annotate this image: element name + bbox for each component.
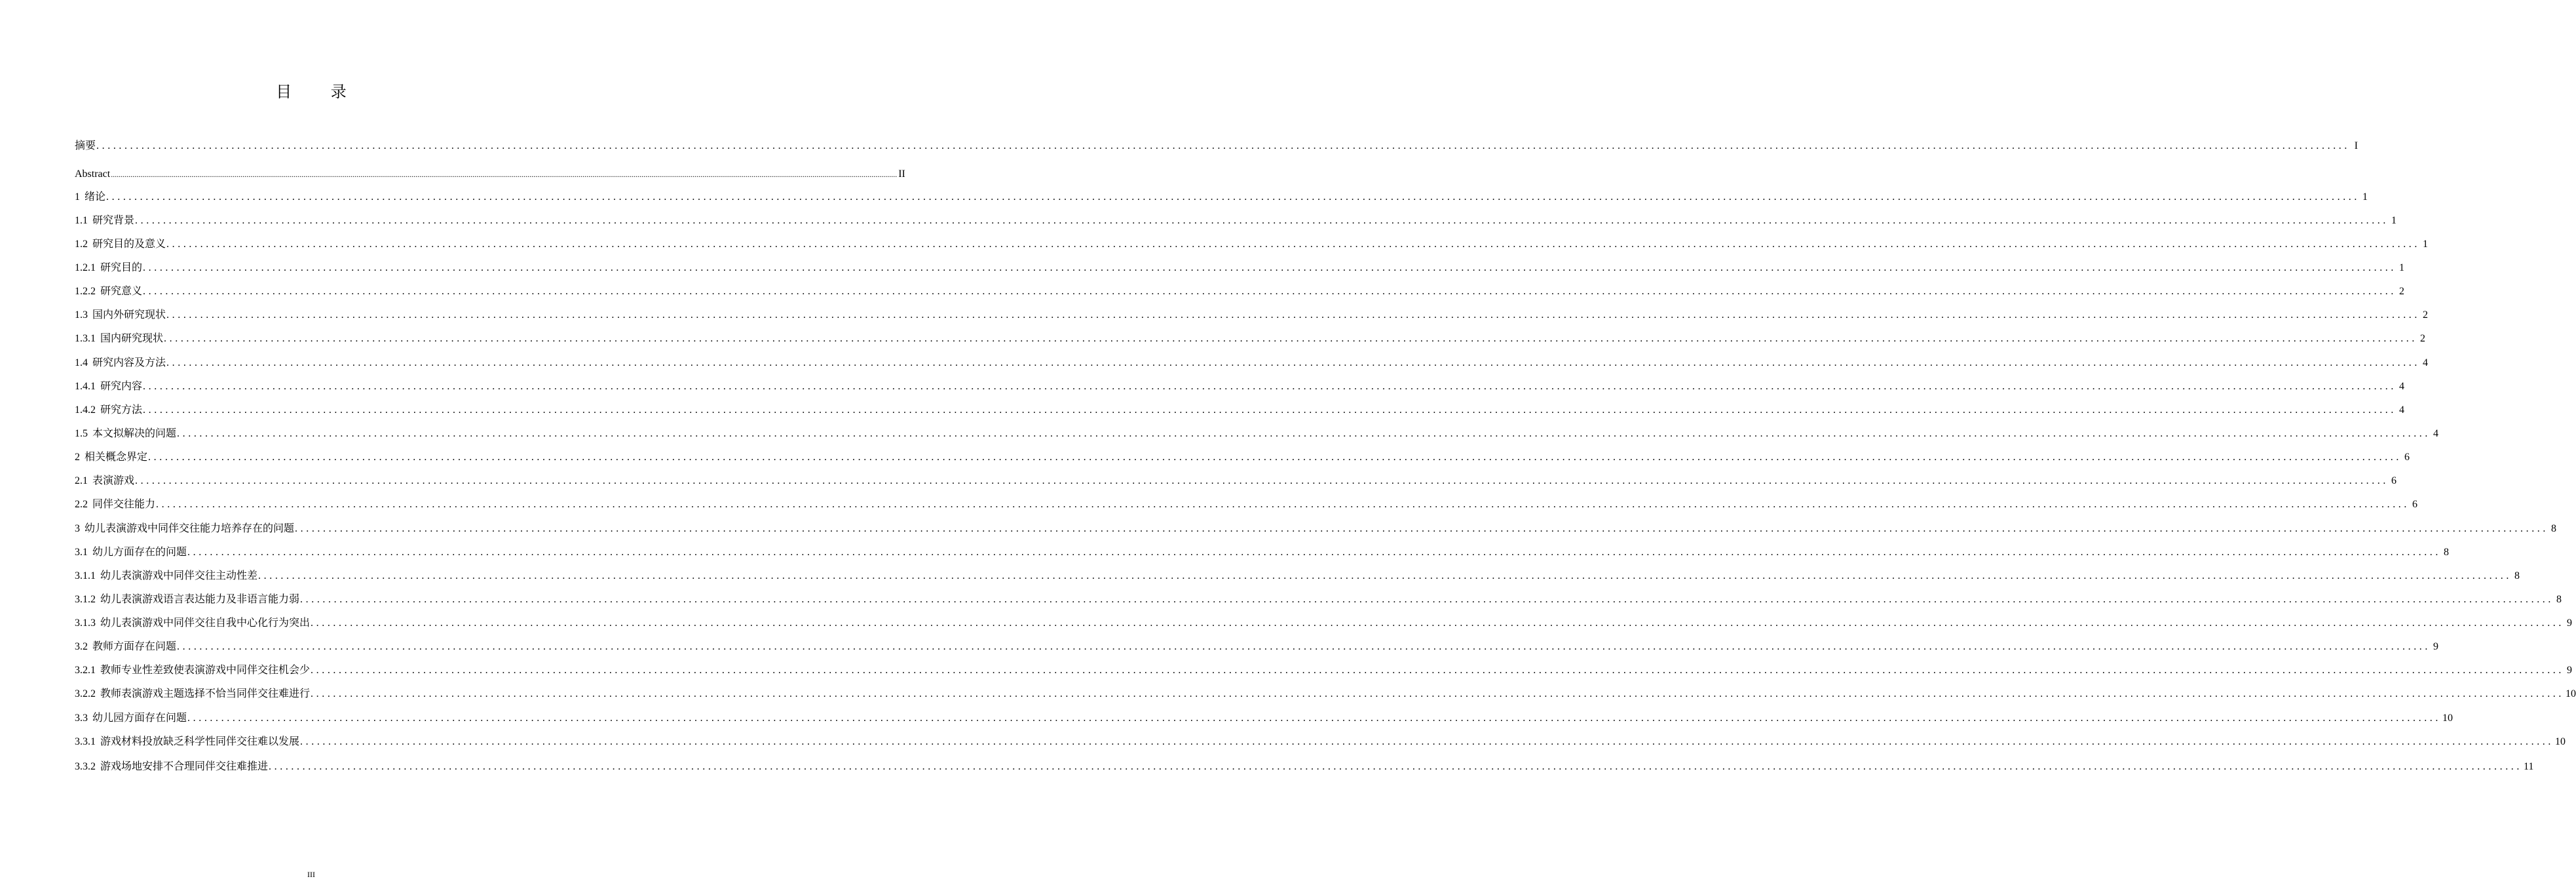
toc-entry-label bbox=[75, 189, 105, 205]
toc-entry[interactable] bbox=[75, 662, 2573, 678]
toc-entry-label bbox=[75, 591, 299, 608]
toc-dot-leader: ................................................................................................................................................................................................................................................................................................................................................................................................................ bbox=[166, 357, 2421, 368]
toc-entry-text: 研究方法 bbox=[100, 403, 143, 416]
toc-entry-page: 8 bbox=[2556, 594, 2562, 605]
toc-entry-page: 10 bbox=[2566, 688, 2576, 699]
toc-entry-text: 教师表演游戏主题选择不恰当同伴交往难进行 bbox=[100, 687, 311, 699]
toc-entry-text: 幼儿方面存在的问题 bbox=[92, 545, 187, 558]
toc-entry-label bbox=[75, 355, 166, 371]
toc-entry-page: 4 bbox=[2399, 381, 2405, 392]
toc-entry[interactable] bbox=[75, 544, 2450, 560]
toc-entry[interactable] bbox=[75, 212, 2397, 228]
toc-entry-text: 研究目的 bbox=[100, 261, 143, 273]
toc-entry-page: 2 bbox=[2399, 286, 2405, 297]
toc-entry-number: 3.3.2 bbox=[75, 761, 96, 772]
toc-entry[interactable] bbox=[75, 758, 2534, 774]
toc-dot-leader: ................................................................................................................................................................................................................................................................................................................................................................................................................ bbox=[156, 499, 2410, 510]
toc-dot-leader: ................................................................................................................................................................................................................................................................................................................................................................................................................ bbox=[300, 594, 2554, 605]
toc-entry-number: 1.2.2 bbox=[75, 286, 96, 297]
toc-entry[interactable] bbox=[75, 638, 2439, 654]
toc-entry-number: 3.1.1 bbox=[75, 570, 96, 581]
toc-entry-page: 6 bbox=[2391, 475, 2397, 486]
toc-entry-label bbox=[75, 212, 134, 229]
toc-entry-number: 3.3.1 bbox=[75, 736, 96, 747]
toc-entry-label bbox=[75, 520, 294, 537]
toc-entry-page: 4 bbox=[2433, 428, 2439, 439]
toc-entry-number: 1.3.1 bbox=[75, 333, 96, 344]
toc-entry-number: 1.4 bbox=[75, 357, 88, 368]
toc-entry-page: 4 bbox=[2423, 357, 2429, 368]
toc-entry-number: 2.2 bbox=[75, 499, 88, 510]
toc-entry-label bbox=[75, 473, 134, 489]
toc-entry-text: 同伴交往能力 bbox=[92, 498, 156, 510]
toc-entry[interactable] bbox=[75, 189, 2368, 205]
toc-dot-leader: ................................................................................................................................................................................................................................................................................................................................................................................................................ bbox=[111, 170, 898, 179]
toc-entry-page: 11 bbox=[2524, 761, 2534, 772]
toc-dot-leader: ................................................................................................................................................................................................................................................................................................................................................................................................................ bbox=[164, 333, 2418, 344]
toc-entry-page: 2 bbox=[2420, 333, 2426, 344]
toc-entry-label bbox=[75, 425, 176, 442]
toc-dot-leader: ................................................................................................................................................................................................................................................................................................................................................................................................................ bbox=[177, 428, 2431, 439]
toc-entry-number: 1 bbox=[75, 191, 80, 203]
toc-entry-page: II bbox=[898, 168, 905, 180]
toc-entry-text: 教师方面存在问题 bbox=[92, 640, 177, 652]
toc-dot-leader: ................................................................................................................................................................................................................................................................................................................................................................................................................ bbox=[311, 617, 2565, 629]
toc-entry-text: 幼儿表演游戏中同伴交往主动性差 bbox=[100, 569, 258, 581]
toc-entry-text: 游戏场地安排不合理同伴交往难推进 bbox=[100, 760, 269, 772]
toc-entry-number: 1.4.2 bbox=[75, 404, 96, 416]
toc-entry-label bbox=[75, 378, 142, 395]
toc-entry-text: 国内研究现状 bbox=[100, 332, 164, 344]
toc-dot-leader: ................................................................................................................................................................................................................................................................................................................................................................................................................ bbox=[143, 262, 2397, 273]
toc-entry-page: 8 bbox=[2444, 547, 2450, 558]
toc-entry-label bbox=[75, 496, 155, 513]
toc-entry-number: 1.5 bbox=[75, 428, 88, 439]
toc-entry[interactable] bbox=[75, 307, 2429, 323]
toc-entry[interactable] bbox=[75, 710, 2453, 726]
toc-entry-page: 2 bbox=[2423, 309, 2429, 321]
toc-entry-number: 1.1 bbox=[75, 215, 88, 226]
toc-entry-number: 1.2.1 bbox=[75, 262, 96, 273]
toc-entry[interactable] bbox=[75, 734, 2566, 749]
toc-entry[interactable] bbox=[75, 686, 2576, 701]
toc-dot-leader: ................................................................................................................................................................................................................................................................................................................................................................................................................ bbox=[143, 404, 2397, 416]
toc-entry-text: 幼儿园方面存在问题 bbox=[92, 711, 187, 724]
toc-entry[interactable] bbox=[75, 138, 2358, 153]
toc-entry-label bbox=[75, 615, 310, 631]
toc-entry-page: 4 bbox=[2399, 404, 2405, 416]
toc-dot-leader: ................................................................................................................................................................................................................................................................................................................................................................................................................ bbox=[148, 452, 2402, 463]
toc-entry-text: 幼儿表演游戏中同伴交往自我中心化行为突出 bbox=[100, 616, 311, 629]
toc-entry-label bbox=[75, 710, 187, 726]
toc-dot-leader: ................................................................................................................................................................................................................................................................................................................................................................................................................ bbox=[135, 475, 2389, 486]
toc-entry-text: 教师专业性差致使表演游戏中同伴交往机会少 bbox=[100, 663, 311, 676]
toc-title: 目 录 bbox=[276, 83, 364, 101]
toc-dot-leader: ................................................................................................................................................................................................................................................................................................................................................................................................................ bbox=[166, 309, 2421, 321]
toc-entry-number: 1.4.1 bbox=[75, 381, 96, 392]
toc-entry-label bbox=[75, 260, 142, 276]
toc-dot-leader: ................................................................................................................................................................................................................................................................................................................................................................................................................ bbox=[269, 761, 2523, 772]
toc-entry-text: 游戏材料投放缺乏科学性同伴交往难以发展 bbox=[100, 735, 300, 747]
toc-entry-label bbox=[75, 734, 299, 750]
toc-entry-page: 1 bbox=[2362, 191, 2368, 203]
toc-entry[interactable] bbox=[75, 615, 2573, 631]
toc-entry-text: 研究内容 bbox=[100, 380, 143, 392]
toc-entry-label bbox=[75, 138, 96, 153]
toc-dot-leader: ................................................................................................................................................................................................................................................................................................................................................................................................................ bbox=[300, 736, 2554, 747]
toc-entry-text: Abstract bbox=[75, 168, 111, 180]
toc-dot-leader: ................................................................................................................................................................................................................................................................................................................................................................................................................ bbox=[166, 239, 2421, 250]
toc-entry-text: 摘要 bbox=[75, 139, 96, 151]
toc-entry[interactable] bbox=[75, 568, 2520, 583]
toc-entry[interactable] bbox=[75, 402, 2405, 418]
toc-dot-leader: ................................................................................................................................................................................................................................................................................................................................................................................................................ bbox=[177, 641, 2431, 652]
toc-entry[interactable] bbox=[75, 260, 2405, 275]
toc-entry-number: 3.2.2 bbox=[75, 688, 96, 699]
toc-entry[interactable] bbox=[75, 355, 2429, 370]
toc-dot-leader: ................................................................................................................................................................................................................................................................................................................................................................................................................ bbox=[143, 286, 2397, 297]
toc-dot-leader: ................................................................................................................................................................................................................................................................................................................................................................................................................ bbox=[311, 665, 2565, 676]
toc-entry-text: 绪论 bbox=[85, 190, 106, 203]
toc-entry-label bbox=[75, 686, 310, 702]
toc-entry-number: 3.3 bbox=[75, 713, 88, 724]
toc-entry[interactable] bbox=[75, 473, 2397, 488]
toc-entry-text: 研究内容及方法 bbox=[92, 356, 166, 368]
toc-dot-leader: ................................................................................................................................................................................................................................................................................................................................................................................................................ bbox=[311, 688, 2565, 699]
toc-dot-leader: ................................................................................................................................................................................................................................................................................................................................................................................................................ bbox=[135, 215, 2389, 226]
toc-entry-number: 3.2.1 bbox=[75, 665, 96, 676]
toc-entry-label bbox=[75, 402, 142, 418]
toc-entry[interactable] bbox=[75, 283, 2405, 299]
toc-entry-number: 2.1 bbox=[75, 475, 88, 486]
toc-entry-number: 1.3 bbox=[75, 309, 88, 321]
toc-entry-number: 3.2 bbox=[75, 641, 88, 652]
toc-entry-page: 8 bbox=[2514, 570, 2520, 581]
toc-entry-page: 8 bbox=[2551, 523, 2557, 534]
toc-dot-leader: ................................................................................................................................................................................................................................................................................................................................................................................................................ bbox=[143, 381, 2397, 392]
toc-entry-page: 1 bbox=[2391, 215, 2397, 226]
toc-dot-leader: ................................................................................................................................................................................................................................................................................................................................................................................................................ bbox=[258, 570, 2512, 581]
toc-entry-page: 10 bbox=[2442, 713, 2453, 724]
toc-entry-number: 2 bbox=[75, 452, 80, 463]
toc-entry-label bbox=[75, 449, 147, 465]
toc-entry-label bbox=[75, 544, 187, 560]
toc-entry[interactable] bbox=[75, 378, 2405, 394]
toc-entry-text: 研究背景 bbox=[92, 214, 135, 226]
toc-dot-leader: ................................................................................................................................................................................................................................................................................................................................................................................................................ bbox=[187, 713, 2442, 724]
toc-entry-label bbox=[75, 307, 166, 323]
toc-entry[interactable] bbox=[75, 166, 905, 182]
toc-entry-number: 1.2 bbox=[75, 239, 88, 250]
toc-entry-label bbox=[75, 283, 142, 300]
toc-entry-page: 9 bbox=[2567, 617, 2573, 629]
toc-entry-label bbox=[75, 236, 166, 252]
toc-entry-number: 3.1 bbox=[75, 547, 88, 558]
toc-entry-page: 9 bbox=[2433, 641, 2439, 652]
toc-entry[interactable] bbox=[75, 236, 2429, 252]
toc-entry-label bbox=[75, 330, 163, 347]
toc-entry-page: 1 bbox=[2399, 262, 2405, 273]
toc-entry-text: 幼儿表演游戏中同伴交往能力培养存在的问题 bbox=[85, 522, 295, 534]
toc-entry-page: I bbox=[2354, 140, 2358, 151]
toc-entry[interactable] bbox=[75, 591, 2562, 607]
toc-entry-label bbox=[75, 662, 310, 678]
toc-entry-label bbox=[75, 758, 268, 775]
toc-entry-page: 1 bbox=[2423, 239, 2429, 250]
toc-entry-page: 6 bbox=[2404, 452, 2410, 463]
toc-entry-label bbox=[75, 638, 176, 655]
toc-dot-leader: ................................................................................................................................................................................................................................................................................................................................................................................................................ bbox=[96, 140, 2351, 151]
toc-dot-leader: ................................................................................................................................................................................................................................................................................................................................................................................................................ bbox=[187, 547, 2442, 558]
toc-entry[interactable] bbox=[75, 425, 2439, 441]
toc-entry-text: 相关概念界定 bbox=[85, 450, 148, 463]
toc-entry-number: 3.1.3 bbox=[75, 617, 96, 629]
toc-entry[interactable] bbox=[75, 520, 2557, 536]
toc-entry-text: 表演游戏 bbox=[92, 474, 135, 486]
toc-entry[interactable] bbox=[75, 449, 2410, 465]
toc-dot-leader: ................................................................................................................................................................................................................................................................................................................................................................................................................ bbox=[295, 523, 2549, 534]
toc-dot-leader: ................................................................................................................................................................................................................................................................................................................................................................................................................ bbox=[106, 191, 2360, 203]
toc-entry-page: 6 bbox=[2412, 499, 2418, 510]
page-number: III bbox=[307, 870, 315, 879]
toc-entry-text: 研究目的及意义 bbox=[92, 237, 166, 250]
toc-entry-text: 本文拟解决的问题 bbox=[92, 427, 177, 439]
toc-entry-page: 10 bbox=[2555, 736, 2566, 747]
toc-entry-number: 3 bbox=[75, 523, 80, 534]
toc-entry-text: 幼儿表演游戏语言表达能力及非语言能力弱 bbox=[100, 593, 300, 605]
toc-entry-page: 9 bbox=[2567, 665, 2573, 676]
toc-entry-label bbox=[75, 166, 110, 182]
toc-entry-text: 国内外研究现状 bbox=[92, 308, 166, 321]
toc-entry[interactable] bbox=[75, 330, 2426, 346]
toc-entry[interactable] bbox=[75, 496, 2418, 512]
toc-entry-text: 研究意义 bbox=[100, 284, 143, 297]
toc-entry-label bbox=[75, 568, 257, 584]
toc-entry-number: 3.1.2 bbox=[75, 594, 96, 605]
